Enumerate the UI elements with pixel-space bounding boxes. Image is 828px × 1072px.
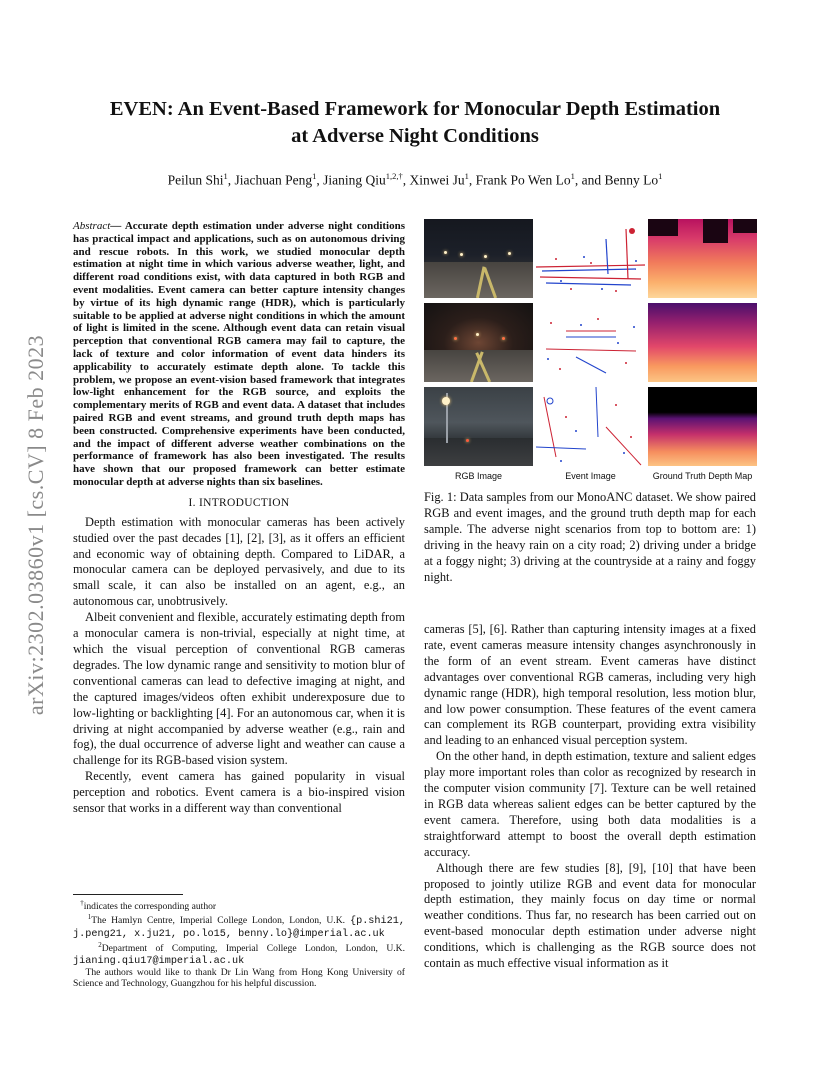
title-line-1: EVEN: An Event-Based Framework for Monocular Depth Estimation bbox=[109, 98, 721, 120]
abstract-dash: — bbox=[110, 220, 122, 232]
label-rgb-image: RGB Image bbox=[454, 471, 503, 481]
footnote-mark: 2 bbox=[98, 941, 102, 950]
event-image-sample-3 bbox=[536, 387, 645, 466]
footnote-emails: jianing.qiu17@imperial.ac.uk bbox=[73, 955, 245, 967]
depth-map-sample-3 bbox=[648, 387, 757, 466]
abstract-text: Accurate depth estimation under adverse night conditions has practical impact and applications, such as on autonomous driving and rescue robots. In this work, we studied monocular depth estimation at night time in which various adverse weather, light, and different road conditions exist, with data captured in both RGB and event modalities. Event camera can better capture intensity changes by virtue of its high dynamic range (HDR), which is particularly suitable to be applied at adverse night conditions in which the amount of light is limited in the scene. Although event data can retain visual perception that conventional RGB camera may fail to capture, the lack of texture and color information of event data hinders its applicability to accurately estimate depth alone. To tackle this problem, we propose an event-vision based framework that integrates low-light enhancement for the RGB source, and exploits the complementary merits of RGB and event data. A dataset that includes paired RGB and event streams, and ground truth depth maps has been constructed. Comprehensive experiments have been conducted, and the impact of different adverse weather combinations on the performance of framework has also been investigated. The results have shown that our proposed framework can better estimate monocular depth at adverse nights than six baselines. bbox=[73, 220, 405, 488]
footnote-thanks bbox=[73, 967, 405, 990]
author-affiliation: 1,2,† bbox=[385, 171, 403, 181]
body-paragraph: Although there are few studies [8], [9], [10] that have been proposed to jointly utilize RGB and event data for monocular depth estimation, they mainly focus on day time or normal weather conditions. Thus far, no research has been carried out on event-based monocular depth estimation under adverse night conditions, which is challenging as the RGB source does not contain as much effective visual information as it bbox=[424, 860, 756, 971]
author-name: Peilun Shi bbox=[167, 172, 224, 188]
body-paragraph: Recently, event camera has gained popularity in visual perception and robotics. Event camera is a bio-inspired vision sensor that works in a different way than conventional bbox=[73, 769, 405, 816]
figure-caption: Fig. 1: Data samples from our MonoANC dataset. We show paired RGB and event images, and the ground truth depth map for each sample. The adverse night scenarios from top to bottom are: 1) driving in the heavy rain on a city road; 2) driving under a bridge at a foggy night; 3) driving at the countryside at a rainy and foggy night. bbox=[424, 490, 756, 584]
figure-1-grid bbox=[424, 219, 756, 467]
author-separator: , bbox=[227, 172, 235, 188]
depth-map-sample-2 bbox=[648, 303, 757, 382]
body-paragraph: Depth estimation with monocular cameras has been actively studied over the past decades [1], [2], [3], as it offers an efficient and economic way of obtaining depth. Compared to LiDAR, a monocular camera can be deployed pervasively, and due to its small scale, it can also be installed on an agent, e.g., an autonomous car, unobtrusively. bbox=[73, 514, 405, 609]
arxiv-sidebar bbox=[22, 290, 50, 760]
footnote-emails: {p.shi21, j.peng21, x.ju21, po.lo15, benny.lo}@imperial.ac.uk bbox=[73, 916, 405, 940]
author-name: Jianing Qiu bbox=[323, 172, 386, 188]
footnote-text: The Hamlyn Centre, Imperial College London, London, U.K. bbox=[91, 915, 350, 927]
right-column bbox=[424, 622, 756, 972]
author-name: Frank Po Wen Lo bbox=[475, 172, 571, 188]
section-heading-introduction: I. INTRODUCTION bbox=[188, 496, 290, 509]
author-affiliation: 1 bbox=[312, 171, 317, 181]
author-affiliation: 1 bbox=[464, 171, 469, 181]
footnote-corresponding bbox=[73, 898, 405, 912]
rgb-image-sample-2 bbox=[424, 303, 533, 382]
left-column bbox=[73, 220, 405, 817]
footnote-text: The authors would like to thank Dr Lin Wang from Hong Kong University of Science and Technology, Guangzhou for his helpful discussion. bbox=[73, 967, 405, 990]
author-name: Jiachuan Peng bbox=[234, 172, 313, 188]
author-separator: , bbox=[468, 172, 476, 188]
footnote-rule bbox=[73, 894, 183, 895]
label-ground-truth: Ground Truth Depth Map bbox=[652, 471, 753, 481]
author-separator: , bbox=[316, 172, 324, 188]
figure-column-labels bbox=[424, 471, 756, 481]
abstract-label: Abstract bbox=[73, 220, 111, 232]
rgb-image-sample-3 bbox=[424, 387, 533, 466]
footnote-affiliation-1 bbox=[73, 912, 405, 940]
label-event-image: Event Image bbox=[565, 471, 616, 481]
title-line-2: at Adverse Night Conditions bbox=[291, 125, 539, 147]
arxiv-identifier: arXiv:2302.03860v1 [cs.CV] 8 Feb 2023 bbox=[23, 334, 48, 716]
footnote-affiliation-2 bbox=[73, 940, 405, 967]
author-separator: , bbox=[402, 172, 410, 188]
author-name: Benny Lo bbox=[604, 172, 659, 188]
event-points-1 bbox=[536, 219, 645, 298]
footnote-text: indicates the corresponding author bbox=[83, 901, 217, 913]
event-image-sample-2 bbox=[536, 303, 645, 382]
rgb-image-sample-1 bbox=[424, 219, 533, 298]
author-affiliation: 1 bbox=[223, 171, 228, 181]
footnote-text: Department of Computing, Imperial College London, London, U.K. bbox=[101, 943, 405, 955]
depth-map-sample-1 bbox=[648, 219, 757, 298]
event-image-sample-1 bbox=[536, 219, 645, 298]
body-paragraph: Albeit convenient and flexible, accurately estimating depth from a monocular camera is non-trivial, especially at night time, at which the visual perception of conventional RGB cameras degrades. The low dynamic range and sensitivity to motion blur of conventional cameras can lead to defective imaging at night, and the captured images/videos often exhibit underexposure due to low-lighting or backlighting [4]. For an autonomous car, when it is driving at night accompanied by adverse weather (e.g., rain and fog), the dual occurrence of adverse light and weather can cause a challenge for its RGB-based vision system. bbox=[73, 610, 405, 768]
abstract bbox=[73, 220, 405, 489]
event-points-2 bbox=[536, 303, 645, 382]
author-separator: , and bbox=[574, 172, 605, 188]
footnote-mark: † bbox=[80, 899, 84, 907]
author-affiliation: 1 bbox=[658, 171, 663, 181]
footnote-mark: 1 bbox=[87, 913, 92, 922]
body-paragraph: cameras [5], [6]. Rather than capturing intensity images at a fixed rate, event cameras measure intensity changes asynchronously in the form of an event stream. Event cameras have distinct advantages over conventional RGB cameras, including very high dynamic range (HDR), high temporal resolution, less motion blur, and low power consumption. These features of the event camera can complement its RGB counterpart, providing extra visibility and leading to an enhanced visual perception system. bbox=[424, 622, 756, 748]
author-list bbox=[70, 171, 760, 189]
paper-title bbox=[70, 96, 760, 150]
author-name: Xinwei Ju bbox=[409, 172, 465, 188]
event-points-3 bbox=[536, 387, 645, 466]
footnotes bbox=[73, 894, 405, 990]
author-affiliation: 1 bbox=[570, 171, 575, 181]
body-paragraph: On the other hand, in depth estimation, texture and salient edges play more important roles than color as recognized by research in the computer vision community [7]. Texture can be well retained in RGB data whereas salient edges can be better captured by the event camera. Therefore, using both data modalities is a straightforward attempt to boost the overall depth estimation accuracy. bbox=[424, 749, 756, 859]
